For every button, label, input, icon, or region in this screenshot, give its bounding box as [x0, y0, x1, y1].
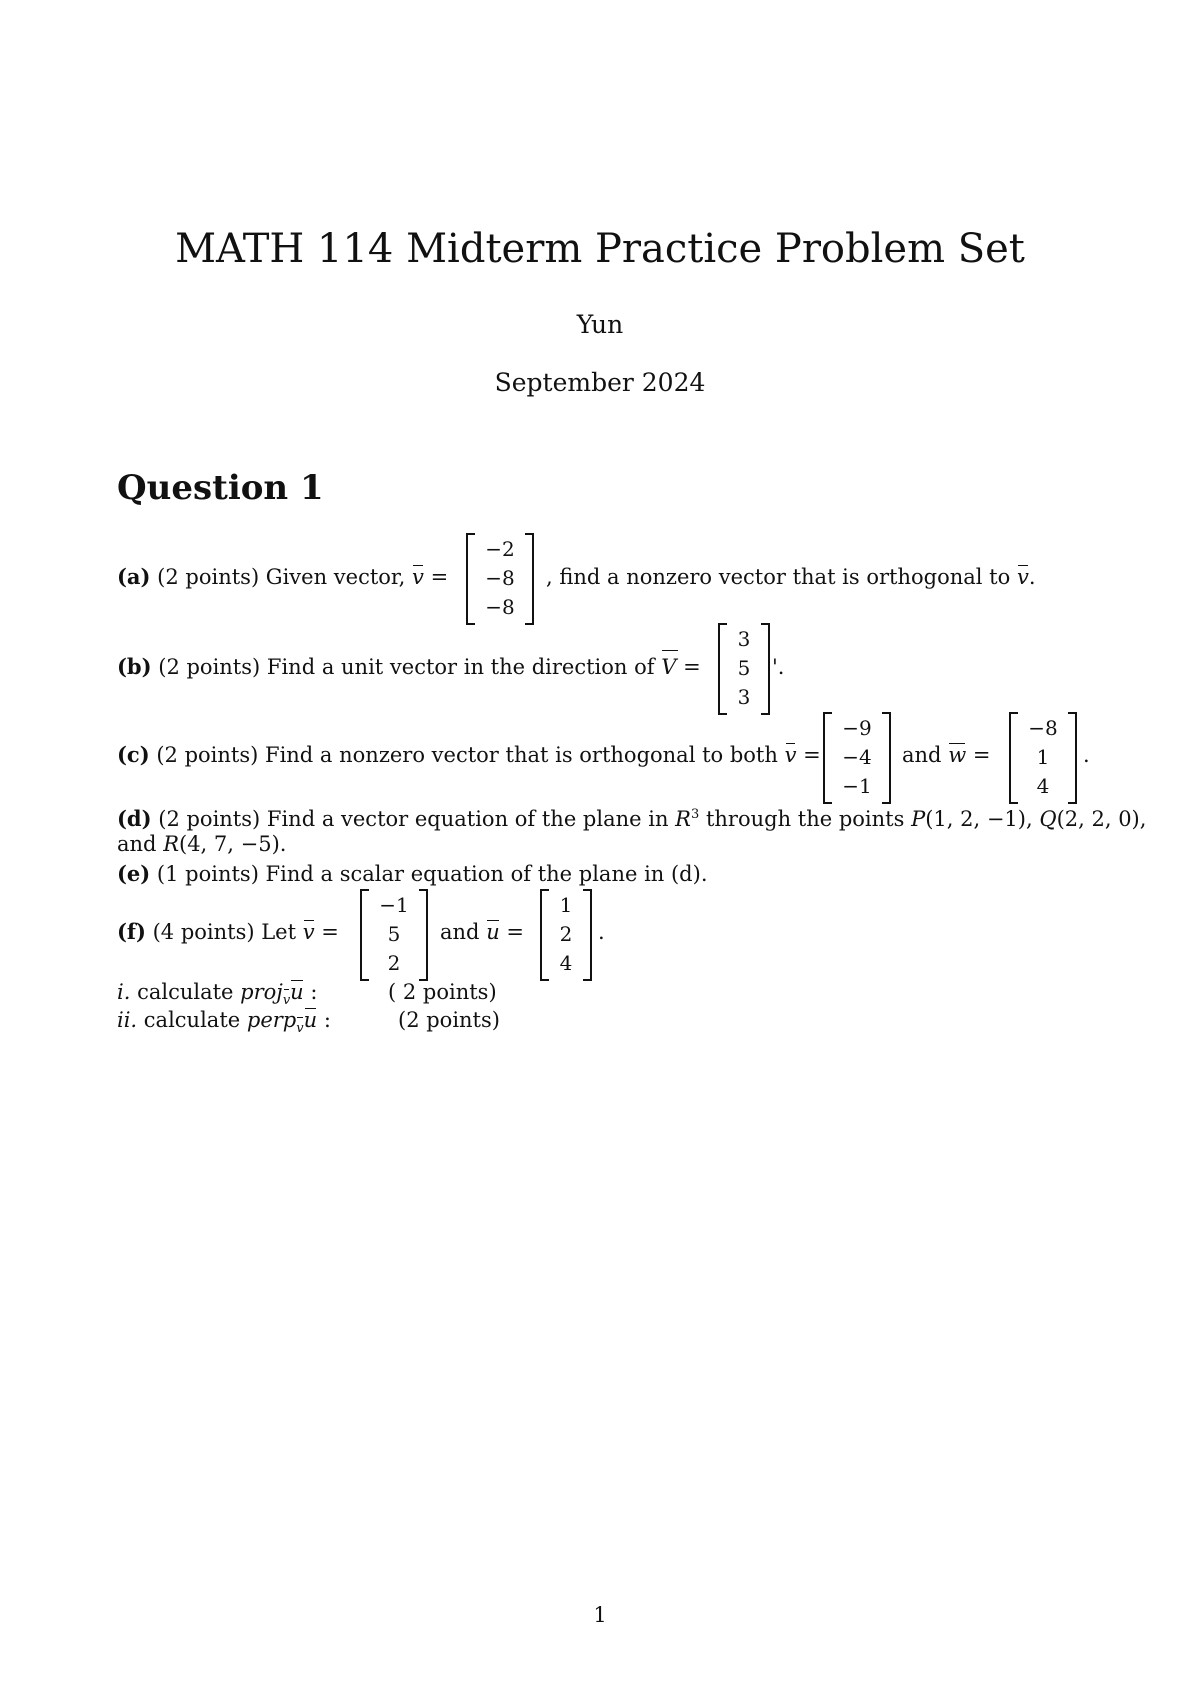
part-a-text: (a) (2 points) Given vector, v = [117, 564, 449, 589]
part-e-text: (e) (1 points) Find a scalar equation of the plane in (d). [117, 861, 708, 886]
subpart-ii-points: (2 points) [398, 1008, 500, 1032]
part-f-text: (f) (4 points) Let v = [117, 919, 339, 944]
part-f-label: (f) [117, 919, 146, 944]
subpart-i: i. calculate proj$_v$u : [117, 978, 317, 1015]
question-heading: Question 1 [117, 468, 324, 508]
part-c-mid: and w = [902, 743, 991, 767]
part-c-tail: . [1083, 743, 1090, 767]
part-d-label: (d) [117, 806, 152, 831]
vector-c-v: −9 −4 −1 [823, 712, 891, 804]
part-a-tail: , find a nonzero vector that is orthogonal to v. [546, 565, 1036, 589]
part-b-tail: '. [772, 655, 785, 679]
part-d-line2: and R(4, 7, −5). [117, 832, 287, 856]
document-author: Yun [576, 310, 624, 339]
vector-c-w: −8 1 4 [1009, 712, 1077, 804]
vector-f-v: −1 5 2 [360, 889, 428, 981]
part-f-tail: . [598, 920, 605, 944]
part-e-label: (e) [117, 861, 151, 886]
part-c-label: (c) [117, 742, 150, 767]
vector-f-u: 1 2 4 [540, 889, 592, 981]
var-v: v [412, 565, 424, 589]
vector-a-v: −2 −8 −8 [466, 533, 534, 625]
var-V: V [661, 655, 677, 679]
part-b-label: (b) [117, 654, 152, 679]
subpart-i-points: ( 2 points) [388, 980, 497, 1004]
part-d-line1: (d) (2 points) Find a vector equation of the plane in $R^3$ through the points P(1, 2, −1), Q(2, 2, 0), [117, 806, 1147, 831]
part-f-mid: and u = [440, 920, 525, 944]
part-b-text: (b) (2 points) Find a unit vector in the direction of V = [117, 654, 701, 679]
part-a-label: (a) [117, 564, 151, 589]
document-date: September 2024 [494, 368, 706, 397]
page-number: 1 [593, 1603, 607, 1627]
vector-b-V: 3 5 3 [718, 623, 770, 715]
part-c-text: (c) (2 points) Find a nonzero vector that is orthogonal to both v = [117, 742, 821, 767]
subpart-ii: ii. calculate perp$_v$u : [117, 1006, 331, 1043]
document-title: MATH 114 Midterm Practice Problem Set [175, 226, 1025, 272]
